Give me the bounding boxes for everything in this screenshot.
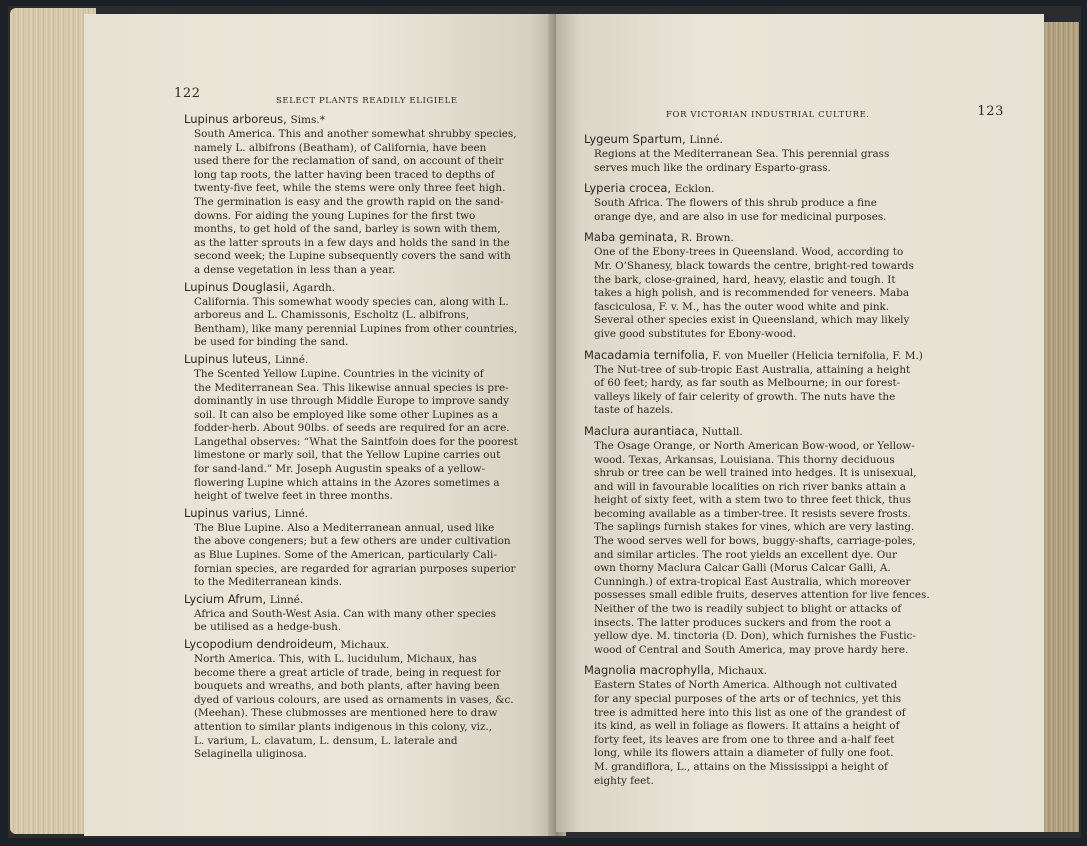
plant-heading: [184, 112, 544, 128]
plant-author: Agardh.: [292, 281, 336, 294]
plant-entry: [184, 506, 544, 590]
plant-description: The Osage Orange, or North American Bow-wood, or Yellow- wood. Texas, Arkansas, Louisiana. This thorny deciduous shrub or tree can be well trained into hedges. It is unisexual, and will in favourable localities on rich river banks attain a height of sixty feet, with a stem two to three feet thick, thus becoming available as a timber-tree. It resists severe frosts. The saplings furnish stakes for vines, which are very lasting. The wood serves well for bows, buggy-shafts, carriage-poles, and similar articles. The root yields an excellent dye. Our own thorny Maclura Calcar Galli (Morus Calcar Galli, A. Cunningh.) of extra-tropical East Australia, which moreover possesses small edible fruits, deserves attention for live fences. Neither of the two is readily subject to blight or attacks of insects. The latter produces suckers and from the root a yellow dye. M. tinctoria (D. Don), which furnishes the Fustic- wood of Central and South America, may prove hardy here.: [594, 439, 930, 656]
plant-description: The Blue Lupine. Also a Mediterranean annual, used like the above congeners; but a few others are under cultivation as Blue Lupines. Some of the American, particularly Cali- fornian species, are regarded for agrarian purposes superior to the Mediterranean kinds.: [194, 521, 516, 589]
plant-name: Lyperia crocea,: [584, 181, 672, 196]
right-running-head: FOR VICTORIAN INDUSTRIAL CULTURE.: [666, 110, 870, 120]
plant-description: South America. This and another somewhat shrubby species, namely L. albifrons (Beatham), of California, have been used there for the reclamation of sand, on account of their long tap roots, the latter having been traced to depths of twenty-five feet, while the stems were only three feet high. The germination is easy and the growth rapid on the sand- downs. For aiding the young Lupines for the first two months, to get hold of the sand, barley is sown with them, as the latter sprouts in a few days and holds the sand in the second week; the Lupine subsequently covers the sand with a dense vegetation in less than a year.: [194, 128, 517, 276]
plant-entry: [184, 637, 544, 762]
plant-author: Nuttall.: [702, 425, 743, 438]
left-entries: [184, 112, 544, 762]
plant-author: R. Brown.: [680, 232, 734, 245]
plant-heading: [584, 132, 1004, 148]
plant-entry: [584, 424, 1004, 658]
left-page-header: [174, 86, 544, 110]
plant-name: Lycopodium dendroideum,: [184, 637, 337, 651]
plant-entry: [184, 112, 544, 278]
right-page: [556, 14, 1044, 832]
plant-name: Lupinus arboreus,: [184, 112, 287, 126]
plant-name: Macadamia ternifolia,: [584, 347, 709, 362]
plant-name: Lupinus Douglasii,: [184, 279, 289, 294]
plant-description: The Scented Yellow Lupine. Countries in the vicinity of the Mediterranean Sea. This likewise annual species is pre- dominantly in use through Middle Europe to improve sandy soil. It can also be employed like some other Lupines as a fodder-herb. About 90lbs. of seeds are required for an acre. Langethal observes: “What the Saintfoin does for the poorest limestone or marly soil, that the Yellow Lupine carries out for sand-land.” Mr. Joseph Augustin speaks of a yellow- flowering Lupine which attains in the Azores sometimes a height of twelve feet in three months.: [194, 367, 518, 503]
plant-author: Sims.*: [290, 114, 325, 126]
plant-description: One of the Ebony-trees in Queensland. Wood, according to Mr. O’Shanesy, black towards the centre, bright-red towards the bark, close-grained, hard, heavy, elastic and tough. It takes a high polish, and is recommended for veneers. Maba fasciculosa, F. v. M., has the outer wood white and pink. Several other species exist in Queensland, which may likely give good substitutes for Ebony-wood.: [594, 246, 914, 340]
plant-name: Maba geminata,: [584, 230, 678, 245]
left-running-head: SELECT PLANTS READILY ELIGIELE: [276, 96, 458, 106]
plant-description: California. This somewhat woody species can, along with L. arboreus and L. Chamissonis, Escholtz (L. albifrons, Bentham), like many perennial Lupines from other countries, be used for binding the sand.: [194, 295, 518, 349]
plant-heading: [584, 230, 1004, 246]
right-page-header: [584, 104, 1004, 126]
plant-author: Linné.: [689, 134, 723, 146]
right-page-number: 123: [977, 104, 1004, 119]
plant-name: Lycium Afrum,: [184, 591, 267, 606]
plant-entry: [184, 352, 544, 504]
plant-entry: [584, 132, 1004, 175]
plant-entry: [184, 280, 544, 350]
plant-author: Linné.: [269, 593, 304, 606]
plant-author: Linné.: [274, 507, 309, 520]
plant-heading: [584, 424, 1004, 440]
plant-author: Michaux.: [717, 665, 767, 678]
plant-heading: [584, 181, 1004, 197]
plant-heading: [184, 592, 544, 608]
plant-description: Africa and South-West Asia. Can with many other species be utilised as a hedge-bush.: [194, 607, 496, 634]
plant-author: Michaux.: [340, 639, 390, 651]
plant-heading: [184, 637, 544, 653]
plant-entry: [184, 592, 544, 635]
plant-author: Linné.: [274, 353, 309, 366]
plant-name: Maclura aurantiaca,: [584, 423, 699, 438]
plant-name: Lupinus luteus,: [184, 351, 272, 366]
left-page: [84, 14, 558, 836]
plant-name: Lygeum Spartum,: [584, 132, 686, 146]
plant-name: Lupinus varius,: [184, 505, 271, 520]
plant-description: North America. This, with L. lucidulum, Michaux, has become there a great article of trade, being in request for bouquets and wreaths, and both plants, after having been dyed of various colours, are used as ornaments in vases, &c. (Meehan). These clubmosses are mentioned here to draw attention to similar plants indigenous in this colony, viz., L. varium, L. clavatum, L. densum, L. laterale and Selaginella uliginosa.: [194, 653, 514, 761]
plant-heading: [184, 280, 544, 296]
plant-entry: [584, 181, 1004, 224]
plant-entry: [584, 348, 1004, 418]
plant-heading: [184, 352, 544, 368]
plant-name: Magnolia macrophylla,: [584, 663, 715, 678]
plant-description: Eastern States of North America. Although not cultivated for any special purposes of the arts or of technics, yet this tree is admitted here into this list as one of the grandest of its kind, as well in foliage as flowers. It attains a height of forty feet, its leaves are from one to three and a-half feet long, while its flowers attain a diameter of fully one foot. M. grandiflora, L., attains on the Mississippi a height of eighty feet.: [594, 679, 906, 787]
right-entries: [584, 132, 1004, 788]
plant-description: Regions at the Mediterranean Sea. This perennial grass serves much like the ordinary Esparto-grass.: [594, 148, 890, 174]
left-page-number: 122: [174, 86, 201, 101]
plant-entry: [584, 663, 1004, 788]
plant-heading: [584, 663, 1004, 679]
plant-description: The Nut-tree of sub-tropic East Australia, attaining a height of 60 feet; hardy, as far south as Melbourne; in our forest- valleys likely of fair celerity of growth. The nuts have the taste of hazels.: [594, 363, 911, 417]
plant-heading: [184, 506, 544, 522]
plant-entry: [584, 230, 1004, 341]
plant-description: South Africa. The flowers of this shrub produce a fine orange dye, and are also in use for medicinal purposes.: [594, 197, 887, 223]
plant-author: F. von Mueller (Helicia ternifolia, F. M.): [712, 349, 923, 362]
plant-heading: [584, 348, 1004, 364]
plant-author: Ecklon.: [674, 183, 715, 196]
